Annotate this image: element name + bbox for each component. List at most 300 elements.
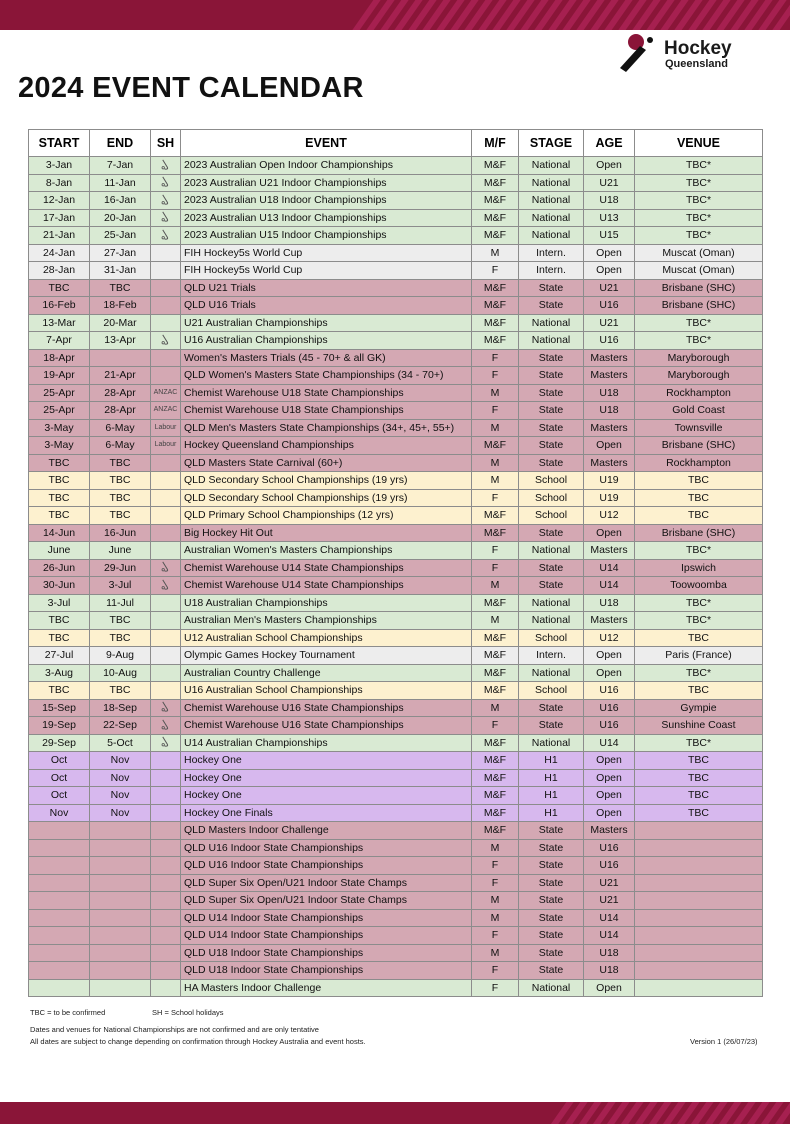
cell-age: U14 [584,909,635,927]
cell-end [90,962,151,980]
cell-venue: TBC* [635,612,763,630]
cell-end [90,349,151,367]
table-row [29,682,763,700]
cell-start [29,962,90,980]
cell-mf: M&F [472,174,519,192]
cell-event: Olympic Games Hockey Tournament [181,647,472,665]
cell-sh: ANZAC [151,402,181,420]
cell-age: U16 [584,717,635,735]
cell-venue [635,857,763,875]
cell-venue: Brisbane (SHC) [635,524,763,542]
cell-mf: F [472,542,519,560]
cell-stage: National [519,979,584,997]
cell-venue: Gympie [635,699,763,717]
cell-age: Open [584,769,635,787]
cell-mf: M [472,612,519,630]
cell-sh [151,892,181,910]
cell-start: 19-Sep [29,717,90,735]
cell-age: Masters [584,419,635,437]
cell-start: 3-May [29,419,90,437]
cell-stage: H1 [519,787,584,805]
table-row [29,437,763,455]
cell-venue [635,892,763,910]
cell-venue: TBC* [635,227,763,245]
cell-stage: State [519,437,584,455]
table-row [29,664,763,682]
cell-end: TBC [90,454,151,472]
cell-venue: TBC* [635,157,763,175]
cell-stage: State [519,699,584,717]
legend-tbc: TBC = to be confirmed [30,1008,106,1017]
cell-end [90,927,151,945]
cell-age: Masters [584,822,635,840]
cell-event: Big Hockey Hit Out [181,524,472,542]
cell-event: HA Masters Indoor Challenge [181,979,472,997]
cell-age: U18 [584,402,635,420]
cell-mf: M&F [472,227,519,245]
cell-event: QLD Women's Masters State Championships (34 - 70+) [181,367,472,385]
header-age: AGE [584,130,635,157]
cell-venue [635,874,763,892]
table-row [29,892,763,910]
cell-event: Chemist Warehouse U18 State Championships [181,402,472,420]
cell-mf: M&F [472,682,519,700]
cell-start [29,927,90,945]
cell-event: QLD Secondary School Championships (19 yrs) [181,472,472,490]
cell-event: QLD Primary School Championships (12 yrs) [181,507,472,525]
cell-mf: F [472,979,519,997]
table-row [29,962,763,980]
cell-mf: M [472,577,519,595]
cell-venue: TBC* [635,174,763,192]
cell-event: Chemist Warehouse U16 State Championships [181,717,472,735]
table-row [29,647,763,665]
cell-sh [151,787,181,805]
cell-stage: State [519,927,584,945]
top-decorative-band [0,0,790,30]
cell-venue: TBC [635,804,763,822]
table-row [29,752,763,770]
cell-event: 2023 Australian U18 Indoor Championships [181,192,472,210]
table-row [29,279,763,297]
cell-mf: M&F [472,594,519,612]
cell-start: 25-Apr [29,384,90,402]
cell-sh [151,752,181,770]
cell-age: U19 [584,489,635,507]
cell-mf: F [472,857,519,875]
cell-start: TBC [29,472,90,490]
cell-age: Open [584,262,635,280]
cell-stage: State [519,454,584,472]
cell-stage: State [519,909,584,927]
cell-age: Open [584,752,635,770]
cell-age: Open [584,804,635,822]
cell-venue: TBC [635,787,763,805]
cell-stage: Intern. [519,647,584,665]
hockey-stick-icon [151,192,181,210]
cell-age: U16 [584,332,635,350]
cell-age: Masters [584,612,635,630]
cell-end: 5-Oct [90,734,151,752]
cell-venue: TBC* [635,209,763,227]
cell-end [90,944,151,962]
cell-end: 11-Jan [90,174,151,192]
cell-event: QLD Masters Indoor Challenge [181,822,472,840]
table-row [29,804,763,822]
cell-age: U18 [584,944,635,962]
cell-age: Open [584,157,635,175]
cell-mf: M&F [472,804,519,822]
cell-mf: M&F [472,279,519,297]
table-row [29,839,763,857]
cell-stage: State [519,717,584,735]
cell-sh [151,297,181,315]
cell-end: Nov [90,752,151,770]
cell-sh [151,612,181,630]
cell-mf: F [472,874,519,892]
cell-event: Hockey Queensland Championships [181,437,472,455]
cell-start: 18-Apr [29,349,90,367]
table-row [29,244,763,262]
cell-stage: State [519,384,584,402]
cell-age: U21 [584,874,635,892]
cell-mf: F [472,367,519,385]
cell-age: Masters [584,542,635,560]
cell-stage: School [519,489,584,507]
cell-sh [151,927,181,945]
cell-mf: F [472,962,519,980]
cell-end: 18-Sep [90,699,151,717]
cell-stage: H1 [519,752,584,770]
cell-age: U16 [584,839,635,857]
cell-age: U18 [584,594,635,612]
cell-event: Women's Masters Trials (45 - 70+ & all GK) [181,349,472,367]
cell-stage: Intern. [519,262,584,280]
cell-venue: Muscat (Oman) [635,244,763,262]
cell-start [29,822,90,840]
cell-sh [151,822,181,840]
cell-start: 24-Jan [29,244,90,262]
cell-mf: M&F [472,664,519,682]
cell-start: 15-Sep [29,699,90,717]
cell-event: 2023 Australian Open Indoor Championships [181,157,472,175]
cell-sh [151,647,181,665]
cell-event: QLD U14 Indoor State Championships [181,927,472,945]
cell-end: 20-Jan [90,209,151,227]
cell-end: 6-May [90,419,151,437]
table-row [29,419,763,437]
cell-venue: Toowoomba [635,577,763,595]
cell-stage: National [519,314,584,332]
cell-stage: State [519,524,584,542]
cell-stage: Intern. [519,244,584,262]
note-national: Dates and venues for National Championships are not confirmed and are only tentative [30,1025,319,1034]
bottom-decorative-band [0,1102,790,1124]
cell-start: 27-Jul [29,647,90,665]
cell-end: TBC [90,629,151,647]
version-label: Version 1 (26/07/23) [690,1037,758,1046]
cell-start: 17-Jan [29,209,90,227]
cell-venue: Paris (France) [635,647,763,665]
cell-event: QLD U16 Trials [181,297,472,315]
cell-end: TBC [90,612,151,630]
cell-start: 7-Apr [29,332,90,350]
cell-mf: M [472,839,519,857]
cell-stage: National [519,157,584,175]
cell-stage: State [519,419,584,437]
cell-end: 10-Aug [90,664,151,682]
cell-venue: TBC* [635,542,763,560]
cell-start: 19-Apr [29,367,90,385]
hockey-stick-icon [151,734,181,752]
table-row [29,979,763,997]
cell-end: TBC [90,489,151,507]
table-row [29,262,763,280]
cell-end: TBC [90,682,151,700]
cell-start: 28-Jan [29,262,90,280]
cell-start: TBC [29,629,90,647]
cell-mf: F [472,489,519,507]
cell-age: U21 [584,892,635,910]
cell-start: June [29,542,90,560]
cell-mf: M&F [472,629,519,647]
cell-stage: State [519,962,584,980]
cell-event: QLD U14 Indoor State Championships [181,909,472,927]
cell-venue: TBC [635,682,763,700]
cell-end [90,909,151,927]
cell-venue: Muscat (Oman) [635,262,763,280]
cell-mf: M [472,892,519,910]
cell-age: Open [584,437,635,455]
cell-stage: National [519,612,584,630]
cell-event: U16 Australian Championships [181,332,472,350]
cell-venue: Brisbane (SHC) [635,297,763,315]
hockey-stick-icon [151,699,181,717]
cell-age: Open [584,647,635,665]
cell-sh [151,524,181,542]
note-dates: All dates are subject to change depending on confirmation through Hockey Australia and event hosts. [30,1037,366,1046]
logo-word-queensland: Queensland [665,58,728,70]
hockey-stick-icon [151,717,181,735]
cell-age: U16 [584,682,635,700]
cell-venue: Sunshine Coast [635,717,763,735]
cell-venue [635,979,763,997]
cell-stage: State [519,822,584,840]
cell-start [29,944,90,962]
cell-age: U16 [584,297,635,315]
cell-end [90,979,151,997]
cell-age: Masters [584,367,635,385]
cell-sh [151,944,181,962]
cell-mf: M&F [472,507,519,525]
cell-venue: TBC [635,472,763,490]
cell-venue: Brisbane (SHC) [635,437,763,455]
cell-stage: State [519,944,584,962]
table-row [29,367,763,385]
table-row [29,577,763,595]
cell-stage: School [519,682,584,700]
cell-mf: F [472,402,519,420]
cell-event: Hockey One [181,769,472,787]
cell-sh [151,909,181,927]
cell-sh [151,489,181,507]
cell-mf: F [472,559,519,577]
table-row [29,507,763,525]
cell-stage: National [519,209,584,227]
cell-venue [635,927,763,945]
cell-start: 29-Sep [29,734,90,752]
table-row [29,157,763,175]
cell-stage: State [519,874,584,892]
cell-start [29,909,90,927]
cell-event: 2023 Australian U15 Indoor Championships [181,227,472,245]
hockey-stick-icon [151,559,181,577]
cell-sh [151,979,181,997]
cell-start: 3-May [29,437,90,455]
cell-venue: Brisbane (SHC) [635,279,763,297]
cell-venue [635,839,763,857]
table-header-row [29,130,763,157]
cell-end: Nov [90,804,151,822]
cell-venue: TBC* [635,664,763,682]
cell-end: 11-Jul [90,594,151,612]
cell-age: U18 [584,192,635,210]
table-row [29,524,763,542]
cell-age: U18 [584,962,635,980]
cell-stage: National [519,174,584,192]
cell-start: 3-Jan [29,157,90,175]
cell-venue [635,822,763,840]
table-row [29,874,763,892]
cell-end: TBC [90,472,151,490]
table-row [29,192,763,210]
cell-start: 30-Jun [29,577,90,595]
cell-event: QLD U21 Trials [181,279,472,297]
cell-age: Open [584,524,635,542]
cell-event: Chemist Warehouse U18 State Championships [181,384,472,402]
table-row [29,734,763,752]
table-row [29,787,763,805]
cell-start: 14-Jun [29,524,90,542]
cell-end [90,839,151,857]
cell-end [90,857,151,875]
header-mf: M/F [472,130,519,157]
table-row [29,629,763,647]
cell-venue: TBC* [635,332,763,350]
cell-stage: State [519,367,584,385]
cell-end: 20-Mar [90,314,151,332]
cell-end: June [90,542,151,560]
cell-event: QLD U16 Indoor State Championships [181,839,472,857]
cell-end: 3-Jul [90,577,151,595]
cell-venue: TBC* [635,594,763,612]
cell-end: Nov [90,787,151,805]
cell-event: U12 Australian School Championships [181,629,472,647]
cell-sh [151,594,181,612]
cell-mf: M [472,244,519,262]
cell-venue: Townsville [635,419,763,437]
cell-venue: TBC [635,769,763,787]
cell-mf: M [472,699,519,717]
table-row [29,927,763,945]
cell-mf: M&F [472,752,519,770]
cell-age: U12 [584,629,635,647]
table-row [29,349,763,367]
cell-mf: M [472,419,519,437]
cell-stage: State [519,402,584,420]
cell-mf: M&F [472,647,519,665]
cell-venue [635,909,763,927]
cell-mf: F [472,927,519,945]
cell-stage: National [519,332,584,350]
cell-event: Hockey One [181,752,472,770]
cell-event: U18 Australian Championships [181,594,472,612]
cell-venue: TBC* [635,734,763,752]
event-calendar-table [28,129,763,997]
cell-end [90,874,151,892]
cell-age: U14 [584,559,635,577]
cell-event: QLD U18 Indoor State Championships [181,944,472,962]
cell-sh [151,542,181,560]
cell-venue: Maryborough [635,349,763,367]
table-row [29,542,763,560]
cell-age: U15 [584,227,635,245]
cell-stage: School [519,507,584,525]
cell-start: TBC [29,507,90,525]
cell-age: Open [584,979,635,997]
cell-start: Oct [29,769,90,787]
table-row [29,209,763,227]
cell-event: QLD Super Six Open/U21 Indoor State Champs [181,892,472,910]
cell-age: U14 [584,927,635,945]
table-row [29,857,763,875]
cell-start: 3-Aug [29,664,90,682]
cell-event: FIH Hockey5s World Cup [181,262,472,280]
cell-sh: ANZAC [151,384,181,402]
cell-start [29,857,90,875]
hockey-stick-icon [151,227,181,245]
hockey-stick-icon [151,209,181,227]
cell-event: U14 Australian Championships [181,734,472,752]
cell-mf: M&F [472,524,519,542]
cell-start: TBC [29,279,90,297]
cell-start: TBC [29,454,90,472]
page-title: 2024 EVENT CALENDAR [18,72,364,104]
cell-event: FIH Hockey5s World Cup [181,244,472,262]
cell-event: QLD Men's Masters State Championships (34+, 45+, 55+) [181,419,472,437]
cell-age: Open [584,664,635,682]
cell-age: Masters [584,349,635,367]
cell-sh [151,454,181,472]
cell-start [29,892,90,910]
cell-venue: Rockhampton [635,384,763,402]
cell-end: TBC [90,507,151,525]
table-row [29,769,763,787]
cell-event: 2023 Australian U21 Indoor Championships [181,174,472,192]
hockey-stick-icon [151,174,181,192]
cell-venue: Gold Coast [635,402,763,420]
cell-event: U16 Australian School Championships [181,682,472,700]
cell-end: 25-Jan [90,227,151,245]
cell-stage: National [519,542,584,560]
cell-end: 29-Jun [90,559,151,577]
cell-end: 21-Apr [90,367,151,385]
cell-age: U16 [584,857,635,875]
cell-stage: State [519,892,584,910]
cell-venue: TBC [635,752,763,770]
cell-mf: F [472,262,519,280]
cell-sh: Labour [151,437,181,455]
